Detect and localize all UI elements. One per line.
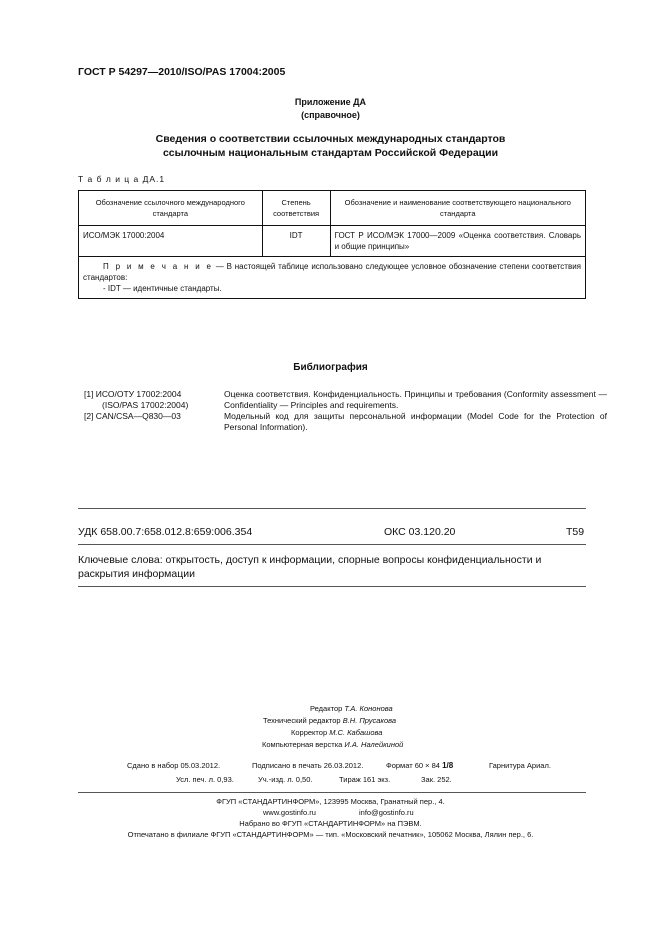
title-line-2: ссылочным национальным стандартам Российской Федерации [162, 147, 499, 159]
bibliography-reference [84, 389, 220, 411]
corrector-name: М.С. Кабашова [329, 728, 383, 737]
column-header: Обозначение ссылочного международного стандарта [79, 191, 263, 226]
appendix-title [0, 132, 661, 160]
publisher-address: ФГУП «СТАНДАРТИНФОРМ», 123995 Москва, Гранатный пер., 4. [216, 797, 445, 806]
appendix-label: Приложение ДА [294, 97, 367, 107]
column-header: Обозначение и наименование соответствующего национального стандарта [330, 191, 585, 226]
publisher-email: info@gostinfo.ru [359, 808, 414, 817]
bibliography-reference [84, 411, 220, 422]
appendix-type: (справочное) [301, 110, 360, 120]
format-label: Формат 60 × 84 [386, 761, 440, 770]
divider [78, 792, 586, 793]
layout-name: И.А. Налейкиной [344, 740, 404, 749]
tech-editor-label: Технический редактор [263, 716, 341, 725]
print-set-date: Сдано в набор 05.03.2012. [127, 761, 221, 770]
oks-code: ОКС 03.120.20 [384, 526, 456, 538]
note-item: - IDT — идентичные стандарты. [103, 284, 222, 293]
publishing-sheets: Уч.-изд. л. 0,50. [258, 775, 313, 784]
publisher-website: www.gostinfo.ru [263, 808, 316, 817]
column-header: Степень соответствия [262, 191, 330, 226]
table-row [79, 226, 586, 257]
note-text: — В настоящей таблице использовано следующее условное обозначение степени соответствия стандартов: [83, 262, 582, 282]
document-code: ГОСТ Р 54297—2010/ISO/PAS 17004:2005 [78, 66, 286, 78]
divider [78, 508, 586, 509]
format-fraction: 1/8 [442, 761, 454, 770]
tech-editor-name: В.Н. Прусакова [342, 716, 397, 725]
bibliography-heading: Библиография [293, 362, 368, 373]
table-cell: ГОСТ Р ИСО/МЭК 17000—2009 «Оценка соответствия. Словарь и общие принципы» [330, 226, 585, 257]
appendix-heading [0, 96, 661, 122]
table-cell: IDT [262, 226, 330, 257]
editor-name: Т.А. Кононова [344, 704, 393, 713]
bibliography-text: Оценка соответствия. Конфиденциальность. Принципы и требования (Conformity assessment — Confidentiality — Principles and requirements. [224, 389, 607, 410]
divider [78, 586, 586, 587]
print-signed-date: Подписано в печать 26.03.2012. [252, 761, 364, 770]
correspondence-table [78, 190, 586, 299]
order-number: Зак. 252. [421, 775, 452, 784]
layout-label: Компьютерная верстка [262, 740, 343, 749]
print-format [386, 761, 453, 770]
print-run: Тираж 161 экз. [339, 775, 391, 784]
printer-info: Отпечатано в филиале ФГУП «СТАНДАРТИНФОРМ» — тип. «Московский печатник», 105062 Москва, Лялин пер., 6. [127, 830, 534, 839]
bibliography-text: Модельный код для защиты персональной информации (Model Code for the Protection of Personal Information). [224, 411, 607, 432]
note-prefix: П р и м е ч а н и е [103, 262, 213, 271]
typeface: Гарнитура Ариал. [489, 761, 551, 770]
title-line-1: Сведения о соответствии ссылочных международных стандартов [155, 133, 506, 145]
table-header-row [79, 191, 586, 226]
print-sheets: Усл. печ. л. 0,93. [176, 775, 234, 784]
reference-line: [2] CAN/CSA—Q830—03 [84, 411, 181, 421]
corrector-label: Корректор [291, 728, 328, 737]
table-note [79, 257, 586, 299]
classification-code: Т59 [566, 526, 585, 538]
reference-line: [1] ИСО/ОТУ 17002:2004 [84, 389, 182, 399]
divider [78, 544, 586, 545]
keywords: Ключевые слова: открытость, доступ к информации, спорные вопросы конфиденциальности и раскрытия информации [78, 554, 542, 580]
table-note-row [79, 257, 586, 299]
typeset-info: Набрано во ФГУП «СТАНДАРТИНФОРМ» на ПЭВМ. [239, 819, 422, 828]
reference-line: (ISO/PAS 17002:2004) [102, 400, 189, 410]
table-label: Т а б л и ц а ДА.1 [78, 174, 166, 184]
editor-label: Редактор [310, 704, 343, 713]
udc-code: УДК 658.00.7:658.012.8:659:006.354 [78, 526, 253, 538]
table-cell: ИСО/МЭК 17000:2004 [79, 226, 263, 257]
